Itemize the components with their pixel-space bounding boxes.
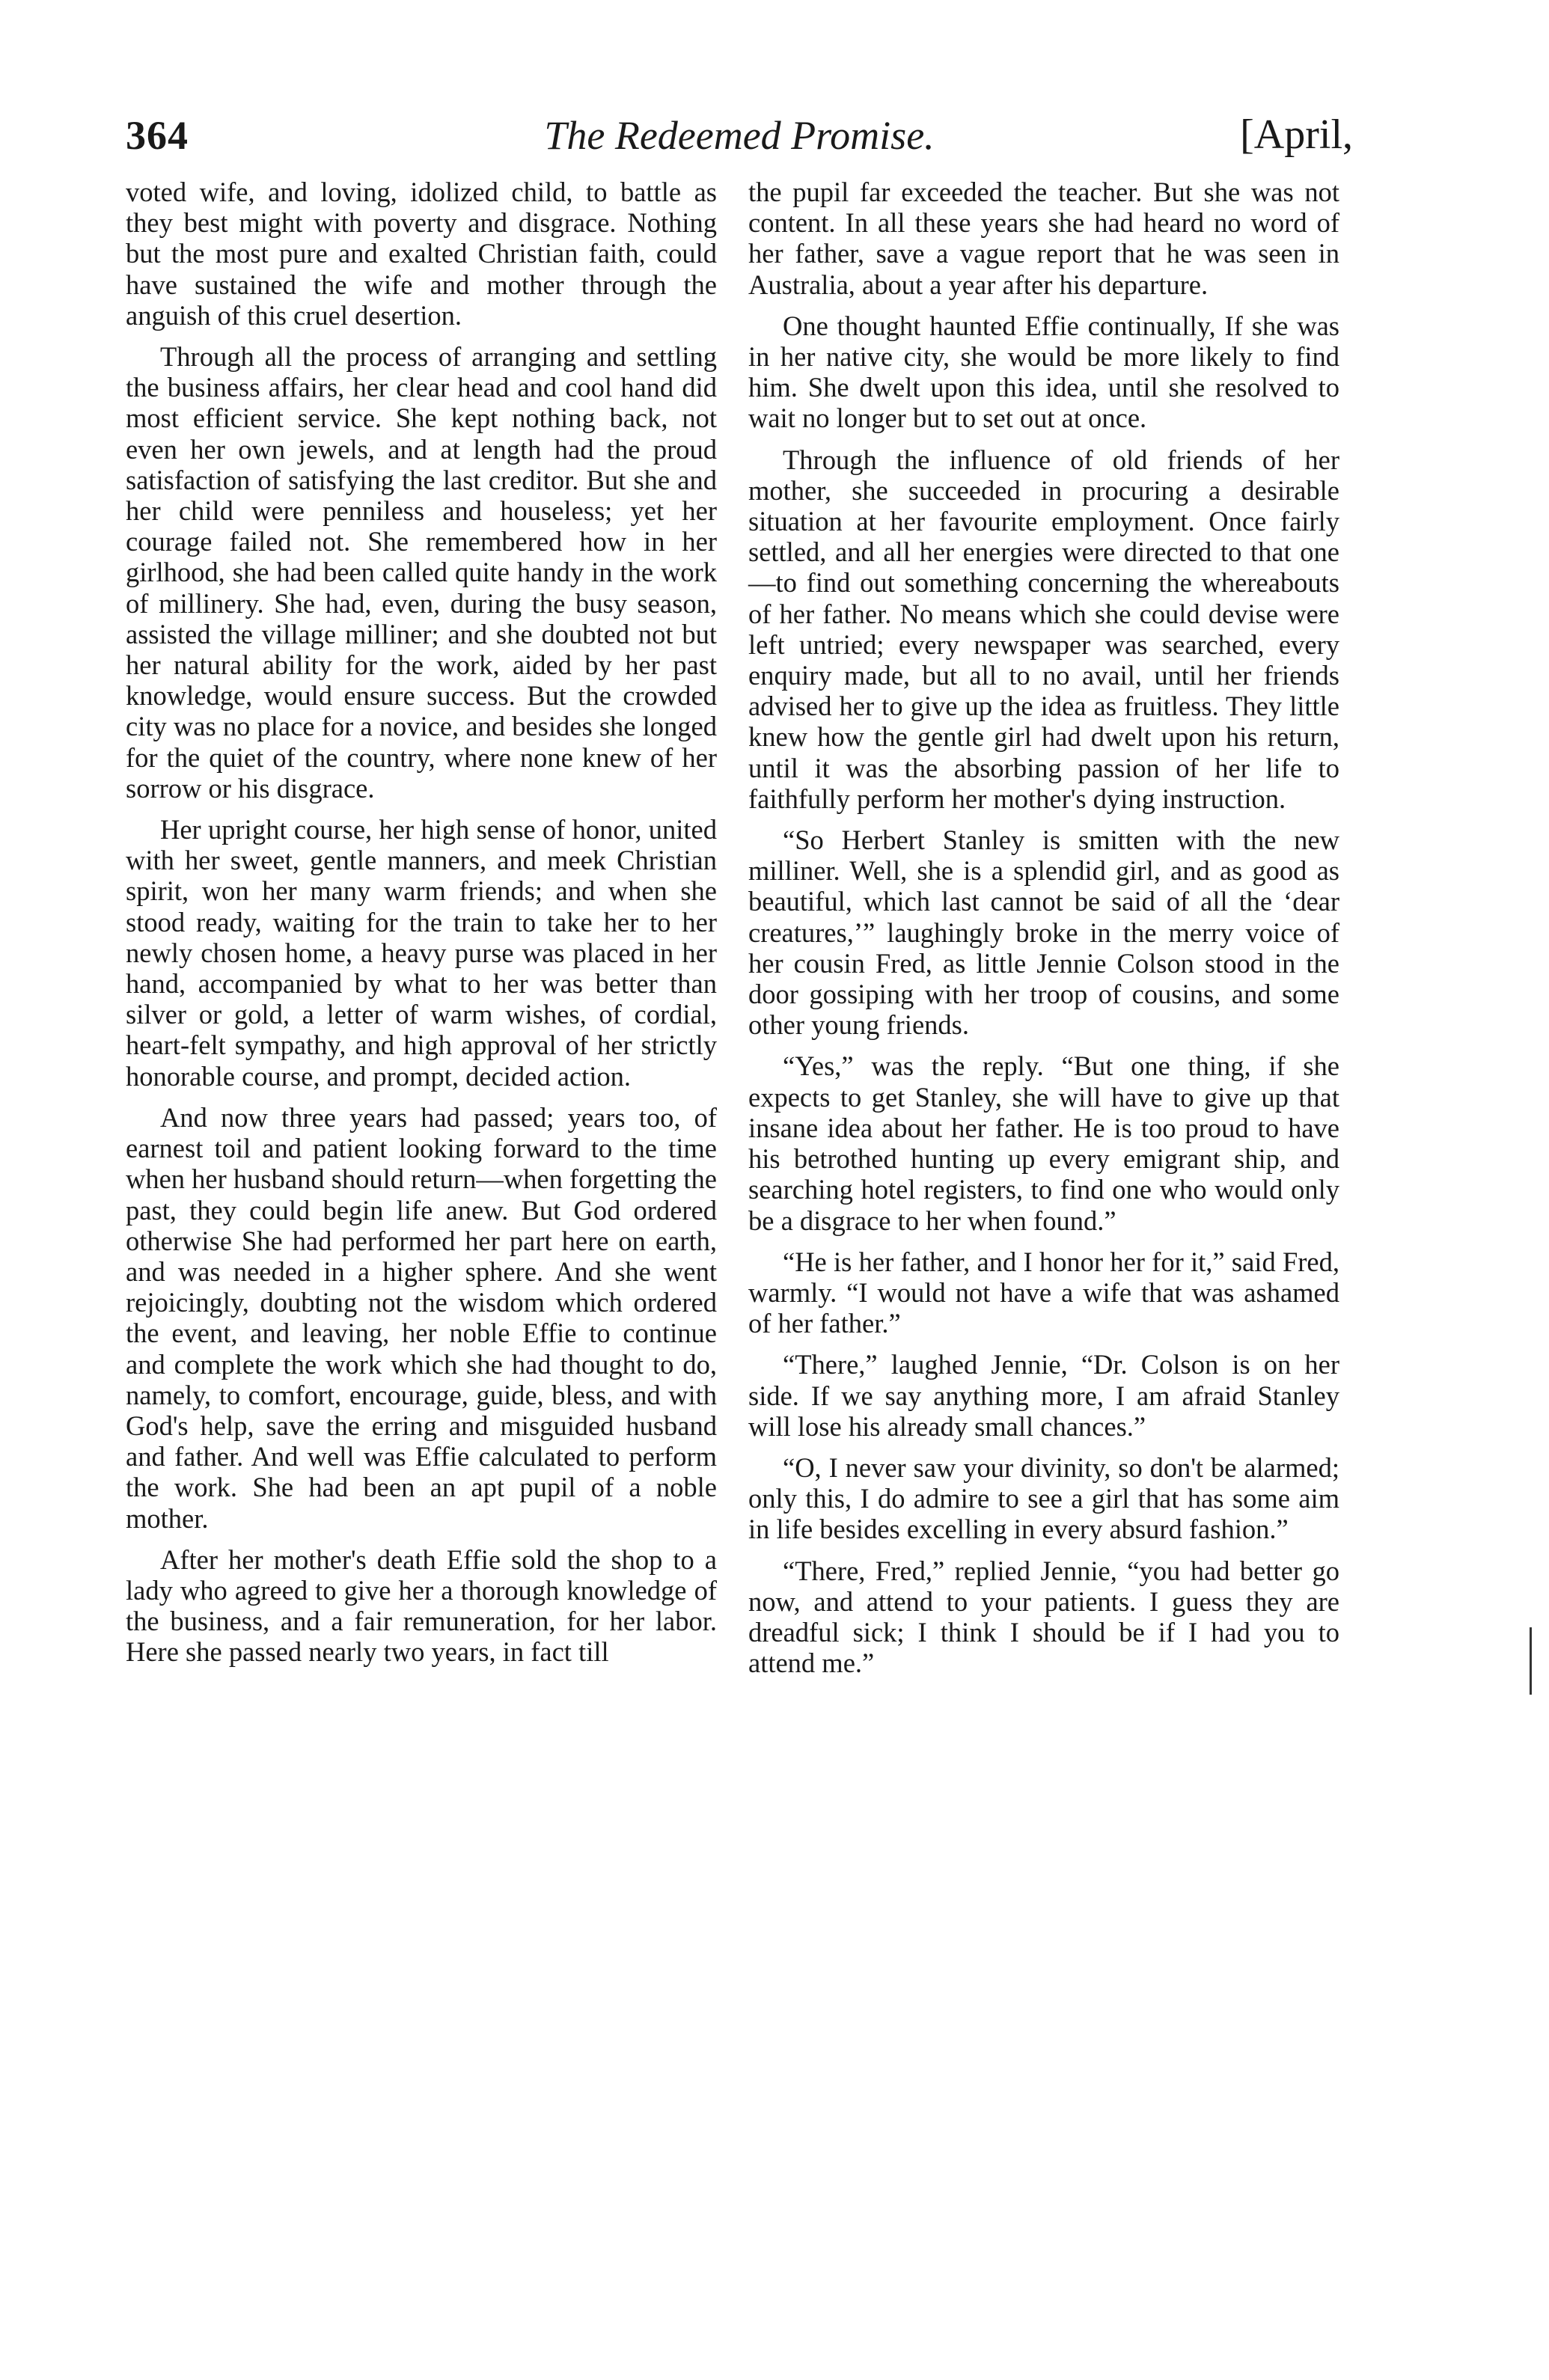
margin-mark <box>1530 1627 1532 1695</box>
paragraph: Through the influence of old friends of her mother, she succeeded in procuring a desirable situation at her favourite employment. Once fairly settled, and all her energies were directed to that one—to find out something concerning the whereabouts of her father. No means which she could devise were left untried; every newspaper was searched, every enquiry made, but all to no avail, until her friends advised her to give up the idea as fruitless. They little knew how the gentle girl had dwelt upon his return, until it was the absorbing passion of her life to faithfully perform her mother's dying instruction. <box>748 444 1339 814</box>
page-number: 364 <box>126 113 189 158</box>
paragraph: “Yes,” was the reply. “But one thing, if she expects to get Stanley, she will have to give up that insane idea about her father. He is too proud to have his betrothed hunting up every emigrant ship, and searching hotel registers, to find one who would only be a disgrace to her when found.” <box>748 1050 1339 1236</box>
paragraph: And now three years had passed; years too, of earnest toil and patient looking forward to the time when her husband should return—when forgetting the past, they could begin life anew. But God ordered otherwise She had performed her part here on earth, and was needed in a higher sphere. And she went rejoicingly, doubting not the wisdom which ordered the event, and leaving, her noble Effie to continue and complete the work which she had thought to do, namely, to comfort, encourage, guide, bless, and with God's help, save the erring and misguided husband and father. And well was Effie calculated to perform the work. She had been an apt pupil of a noble mother. <box>126 1101 717 1534</box>
running-title: The Redeemed Promise. <box>544 113 935 158</box>
left-column <box>126 177 717 1678</box>
right-column <box>748 177 1339 1689</box>
paragraph: Her upright course, her high sense of honor, united with her sweet, gentle manners, and meek Christian spirit, won her many warm friends; and when she stood ready, waiting for the train to take her to her newly chosen home, a heavy purse was placed in her hand, accompanied by what to her was better than silver or gold, a letter of warm wishes, of cordial, heart-felt sympathy, and high approval of her strictly honorable course, and prompt, decided action. <box>126 814 717 1092</box>
paragraph: “There, Fred,” replied Jennie, “you had better go now, and attend to your patients. I guess they are dreadful sick; I think I should be if I had you to attend me.” <box>748 1555 1339 1679</box>
paragraph: “He is her father, and I honor her for it,” said Fred, warmly. “I would not have a wife that was ashamed of her father.” <box>748 1246 1339 1339</box>
paragraph: Through all the process of arranging and settling the business affairs, her clear head and cool hand did most efficient service. She kept nothing back, not even her own jewels, and at length had the proud satisfaction of satisfying the last creditor. But she and her child were penniless and houseless; yet her courage failed not. She remembered how in her girlhood, she had been called quite handy in the work of millinery. She had, even, during the busy season, assisted the village milliner; and she doubted not but her natural ability for the work, aided by her past knowledge, would ensure success. But the crowded city was no place for a novice, and besides she longed for the quiet of the country, where none knew of her sorrow or his disgrace. <box>126 341 717 804</box>
paragraph: “There,” laughed Jennie, “Dr. Colson is on her side. If we say anything more, I am afraid Stanley will lose his already small chances.” <box>748 1349 1339 1442</box>
paragraph: voted wife, and loving, idolized child, to battle as they best might with poverty and disgrace. Nothing but the most pure and exalted Christian faith, could have sustained the wife and mother through the anguish of this cruel desertion. <box>126 177 717 331</box>
paragraph: After her mother's death Effie sold the shop to a lady who agreed to give her a thorough knowledge of the business, and a fair remuneration, for her labor. Here she passed nearly two years, in fact till <box>126 1544 717 1668</box>
paragraph: One thought haunted Effie continually, If she was in her native city, she would be more likely to find him. She dwelt upon this idea, until she resolved to wait no longer but to set out at once. <box>748 310 1339 434</box>
page-header <box>126 105 1353 172</box>
paragraph: “O, I never saw your divinity, so don't be alarmed; only this, I do admire to see a girl that has some aim in life besides excelling in every absurd fashion.” <box>748 1451 1339 1545</box>
running-month: [April, <box>1240 111 1353 158</box>
paragraph: the pupil far exceeded the teacher. But she was not content. In all these years she had heard no word of her father, save a vague report that he was seen in Australia, about a year after his departure. <box>748 177 1339 300</box>
paragraph: “So Herbert Stanley is smitten with the new milliner. Well, she is a splendid girl, and as good as beautiful, which last cannot be said of all the ‘dear creatures,’” laughingly broke in the merry voice of her cousin Fred, as little Jennie Colson stood in the door gossiping with her troop of cousins, and some other young friends. <box>748 825 1339 1041</box>
